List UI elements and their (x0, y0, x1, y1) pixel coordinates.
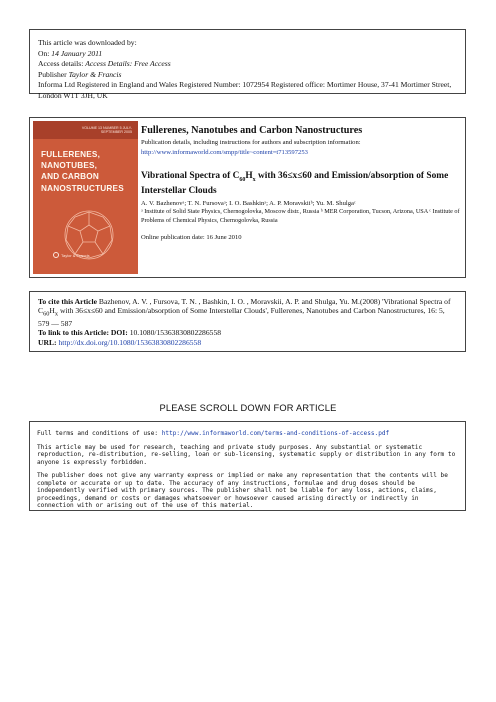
doi-line (38, 328, 457, 337)
article-title-subscript: 60 (239, 176, 246, 183)
doi-url-link[interactable]: http://dx.doi.org/10.1080/15363830802286558 (58, 337, 202, 347)
article-title-subscript: x (252, 176, 256, 183)
cover-title (41, 149, 136, 194)
access-details-label: Access details: (38, 59, 84, 69)
journal-title: Fullerenes, Nanotubes and Carbon Nanostructures (141, 125, 363, 136)
terms-url-link[interactable]: http://www.informaworld.com/terms-and-conditions-of-access.pdf (161, 430, 390, 437)
publisher-line (38, 70, 457, 81)
journal-url-link[interactable]: http://www.informaworld.com/smpp/title~content=t713597253 (141, 149, 308, 157)
download-date-line (38, 49, 457, 60)
journal-info-box (29, 117, 466, 278)
citation-text (38, 297, 457, 328)
article-metadata (141, 125, 461, 241)
download-info-box (29, 29, 466, 100)
article-title-part: H (245, 170, 253, 181)
terms-link-line (37, 430, 457, 438)
download-date-value: 14 January 2011 (51, 48, 103, 58)
access-details-line (38, 59, 457, 70)
article-authors: A. V. Bazhenovᵃ; T. N. Fursovaᵃ; I. O. Bashkinᵃ; A. P. Moravskiiᵇ; Yu. M. Shulgaᶜ (141, 199, 356, 207)
terms-paragraph: The publisher does not give any warranty express or implied or make any representation that the contents will be complete or accurate or up to date. The accuracy of any instructions, formulae and drug doses should be independently verified with primary sources. The publisher shall not be liable for any loss, actions, claims, proceedings, demand or costs or damages whatsoever or howsoever caused arising directly or indirectly in connection with or arising out of the use of this material. (37, 472, 448, 509)
citation-label: To cite this Article (38, 297, 97, 306)
publisher-label: Publisher (38, 69, 67, 79)
cover-title-line: FULLERENES, (41, 150, 101, 159)
publication-details: Publication details, including instructions for authors and subscription information: (141, 139, 361, 146)
access-details-value: Access Details: Free Access (85, 59, 171, 69)
article-title-part: Vibrational Spectra of C (141, 170, 240, 181)
cover-volume-info: VOLUME 13 NUMBER 5 JULY-SEPTEMBER 2005 (81, 126, 132, 135)
journal-cover-image (33, 121, 138, 274)
citation-box (29, 291, 466, 352)
article-title-part: with 36≤x≤60 and Emission/absorption of Some Interstellar Clouds (141, 170, 449, 196)
download-date-label: On: (38, 48, 50, 58)
cover-title-line: AND CARBON (41, 172, 99, 182)
url-line (38, 338, 457, 347)
cover-publisher: Taylor & Francis (61, 253, 90, 258)
citation-part: H (49, 306, 55, 316)
doi-value: 10.1080/15363830802286558 (127, 328, 222, 338)
author-affiliations: ᵃ Institute of Solid State Physics, Chernogolovka, Moscow distr., Russia ᵇ MER Corporation, Tucson, Arizona, USA ᶜ Institute of Problems of Chemical Physics, Chernogolovka, Russia (141, 208, 460, 224)
publisher-logo-icon (53, 252, 59, 258)
terms-paragraph: This article may be used for research, teaching and private study purposes. Any substantial or systematic reproduction, re-distribution, re-selling, loan or sub-licensing, systematic supply or distribution in any form to anyone is expressly forbidden. (37, 443, 456, 466)
citation-subscript: 60 (43, 310, 50, 318)
registration-text: Informa Ltd Registered in England and Wales Registered Number: 1072954 Registered office: Mortimer House, 37-41 Mortimer Street, London W1T 3JH, UK (38, 80, 452, 100)
url-label: URL: (38, 337, 57, 347)
citation-subscript: x (54, 310, 59, 318)
article-title (141, 171, 461, 197)
cover-title-line: NANOSTRUCTURES (41, 183, 124, 193)
downloaded-by-line: This article was downloaded by: (38, 38, 137, 47)
citation-part: with 36≤x≤60 and Emission/absorption of Some Interstellar Clouds', Fullerenes, Nanotubes and Carbon Nanostructures, 16: 5, 579 — 587 (38, 306, 445, 329)
publisher-value: Taylor & Francis (68, 69, 122, 79)
terms-box (29, 421, 466, 511)
online-publication-date: Online publication date: 16 June 2010 (141, 234, 242, 242)
scroll-down-message: PLEASE SCROLL DOWN FOR ARTICLE (159, 403, 337, 413)
terms-label: Full terms and conditions of use: (37, 430, 162, 437)
cover-title-line: NANOTUBES, (41, 161, 98, 171)
citation-part: Bazhenov, A. V. , Fursova, T. N. , Bashkin, I. O. , Moravskii, A. P. and Shulga, Yu. M.(2008) 'Vibrational Spectra of C (38, 297, 451, 316)
doi-label: To link to this Article: DOI: (38, 328, 128, 338)
